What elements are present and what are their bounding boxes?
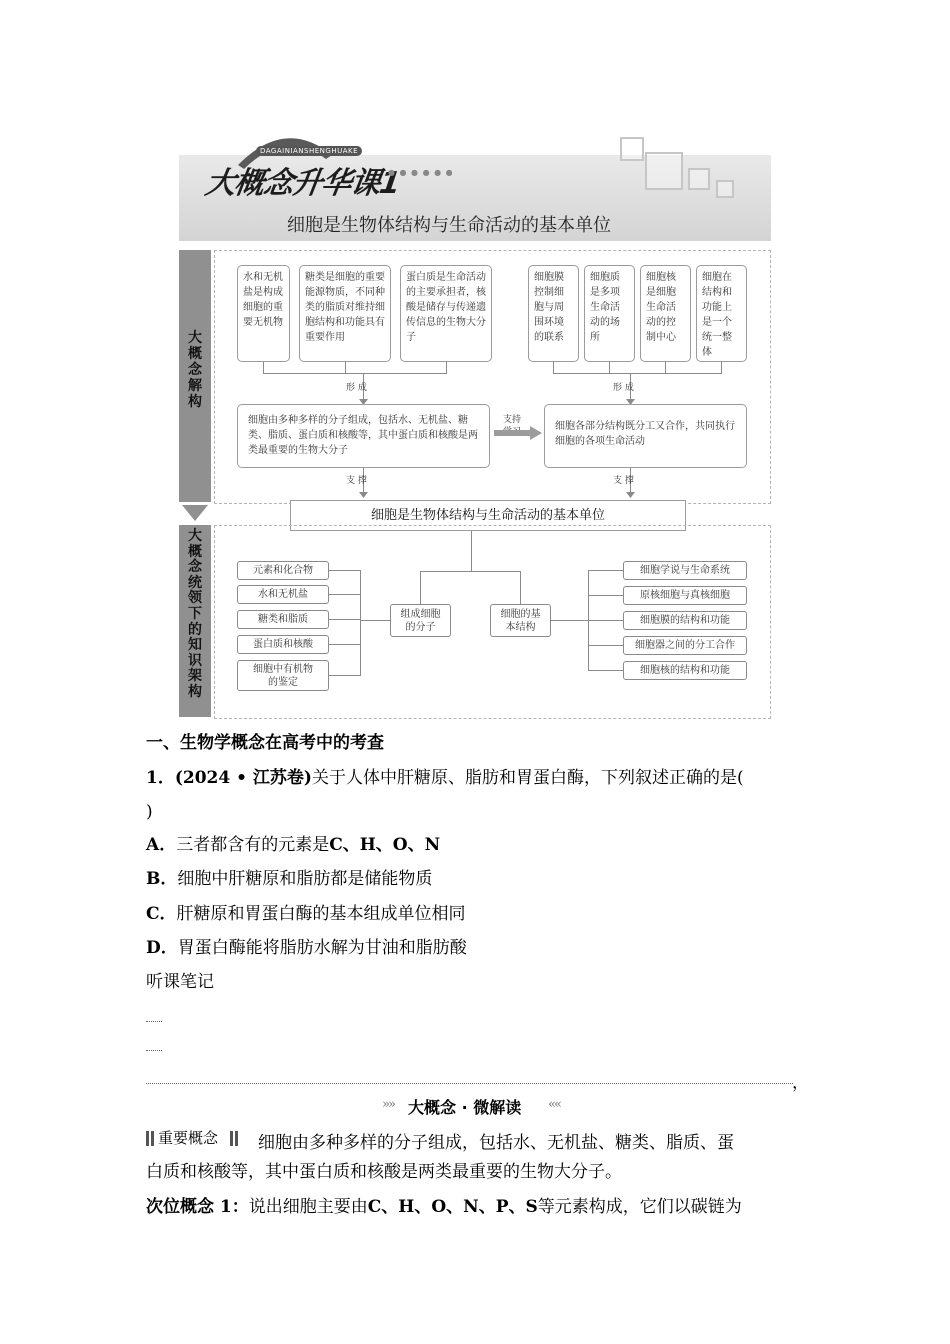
connector [553,362,554,373]
banner-title: 大概念升华课1 [203,166,402,201]
label-bar-icon [146,1131,149,1146]
sidebar-label: 大概念统领下的知识架构 [188,528,202,700]
support-learn-label: 支持 [502,415,521,425]
concept-box-nucleus: 细胞核是细胞生命活动的控制中心 [640,265,691,362]
option-b [146,868,432,890]
question-source: (2024 • 江苏卷) [174,768,312,788]
right-list-item: 原核细胞与真核细胞 [623,586,747,605]
down-triangle-icon [182,505,208,523]
question-paren: ) [146,802,153,822]
support-label: 支 撑 [613,476,634,486]
sub-concept-1 [146,1196,742,1218]
notes-comma: ， [792,1073,809,1093]
form-label: 形 成 [613,383,634,393]
hub-label: 组成细胞的分子 [400,608,441,633]
concept-box-molecules: 细胞由多种多样的分子组成，包括水、无机盐、糖类、脂质、蛋白质和核酸等，其中蛋白质和核酸是两类最重要的生物大分子 [237,404,490,468]
section-heading: 一、生物学概念在高考中的考查 [146,733,384,753]
label-bar-icon [230,1131,233,1146]
option-key: A． [146,835,177,855]
connector [329,570,360,571]
notes-label: 听课笔记 [146,972,214,992]
connector [446,362,447,373]
hub-structure [490,604,551,637]
arrow-down-icon [626,492,635,498]
concept-box-membrane: 细胞膜控制细胞与周围环境的联系 [528,265,579,362]
connector [420,571,421,604]
sidebar-label: 大概念解构 [188,330,202,410]
question-stem: 关于人体中肝糖原、脂肪和胃蛋白酶，下列叙述正确的是( [311,768,744,788]
hub-label: 细胞的基本结构 [500,608,541,633]
option-elements: C、H、O、N [329,835,441,855]
arrow-right-icon [494,426,542,440]
sub-concept-label: 次位概念 1： [146,1197,249,1217]
option-d [146,937,467,959]
connector [471,531,472,571]
connector [588,570,623,571]
chevron-left-icon: «« [548,1097,560,1112]
left-list-item: 蛋白质和核酸 [237,635,329,654]
sub-concept-text: 等元素构成，它们以碳链为 [537,1197,742,1217]
decor-square [620,137,644,161]
micro-title: 大概念 · 微解读 [408,1098,522,1117]
connector [263,373,447,374]
connector [665,362,666,373]
connector [263,362,264,373]
right-list-item: 细胞膜的结构和功能 [623,611,747,630]
connector [360,620,390,621]
decor-square [716,180,734,198]
arrow-down-icon [359,492,368,498]
connector [520,571,521,604]
left-list-item [237,660,329,691]
connector [588,670,623,671]
sub-concept-text: 说出细胞主要由 [248,1197,368,1217]
connector [329,594,360,595]
banner-pinyin: DAGAINIANSHENGHUAKE [256,146,362,156]
notes-line[interactable] [146,1050,162,1051]
left-list-label: 细胞中有机物的鉴定 [253,663,313,688]
option-text: 细胞中肝糖原和脂肪都是储能物质 [177,869,433,889]
concept-box-whole-cell: 细胞在结构和功能上是一个统一整体 [696,265,747,362]
connector [329,644,360,645]
concept-box-structure-cooperation: 细胞各部分结构既分工又合作，共同执行细胞的各项生命活动 [544,404,747,468]
connector [588,595,623,596]
connector [420,571,521,572]
decor-square [688,168,710,190]
option-key: B． [146,869,178,889]
connector [588,620,623,621]
option-text: 胃蛋白酶能将脂肪水解为甘油和脂肪酸 [177,938,467,958]
option-text: 三者都含有的元素是 [176,835,330,855]
option-text: 肝糖原和胃蛋白酶的基本组成单位相同 [176,904,466,924]
connector [609,362,610,373]
decor-square [645,152,683,190]
sub-concept-elements: C、H、O、N、P、S [367,1197,538,1217]
core-concept-box: 细胞是生物体结构与生命活动的基本单位 [290,500,686,531]
left-list-item: 水和无机盐 [237,585,329,604]
concept-box-water-salt: 水和无机盐是构成细胞的重要无机物 [237,265,290,362]
option-a [146,834,440,856]
left-list-item: 糖类和脂质 [237,610,329,629]
right-list-item: 细胞器之间的分工合作 [623,636,747,655]
concept-box-sugar-lipid: 糖类是细胞的重要能源物质，不同种类的脂质对维持细胞结构和功能具有重要作用 [299,265,391,362]
sidebar-concept-structure [179,250,211,502]
form-label: 形 成 [346,383,367,393]
banner-subtitle: 细胞是生物体结构与生命活动的基本单位 [287,215,611,236]
notes-line[interactable] [146,1021,162,1022]
connector [721,362,722,373]
option-key: D． [146,938,178,958]
connector [588,645,623,646]
banner-dots: ● ● ● ● ● ● [388,168,454,177]
hub-molecules [390,604,451,637]
important-concept-text: 细胞由多种多样的分子组成，包括水、无机盐、糖类、脂质、蛋 [258,1133,734,1153]
left-list-item: 元素和化合物 [237,561,329,580]
concept-box-protein-nucleic: 蛋白质是生命活动的主要承担者，核酸是储存与传递遗传信息的生物大分子 [400,265,492,362]
support-label: 支 撑 [346,476,367,486]
option-key: C． [146,904,177,924]
connector [551,620,588,621]
right-list-item: 细胞学说与生命系统 [623,561,747,580]
connector [553,373,722,374]
option-c [146,903,466,925]
sidebar-knowledge-framework [179,525,211,717]
connector [345,362,346,373]
question-1 [146,767,744,789]
chevron-right-icon: »» [382,1097,394,1112]
label-bar-icon [235,1131,238,1146]
question-number: 1． [146,768,175,788]
important-concept-label: 重要概念 [158,1129,219,1147]
label-bar-icon [151,1131,154,1146]
right-list-item: 细胞核的结构和功能 [623,661,747,680]
connector [329,619,360,620]
connector [360,570,361,676]
notes-line[interactable] [146,1083,793,1084]
connector [329,675,360,676]
concept-box-cytoplasm: 细胞质是多项生命活动的场所 [584,265,635,362]
important-concept-text: 白质和核酸等，其中蛋白质和核酸是两类最重要的生物大分子。 [146,1162,622,1182]
